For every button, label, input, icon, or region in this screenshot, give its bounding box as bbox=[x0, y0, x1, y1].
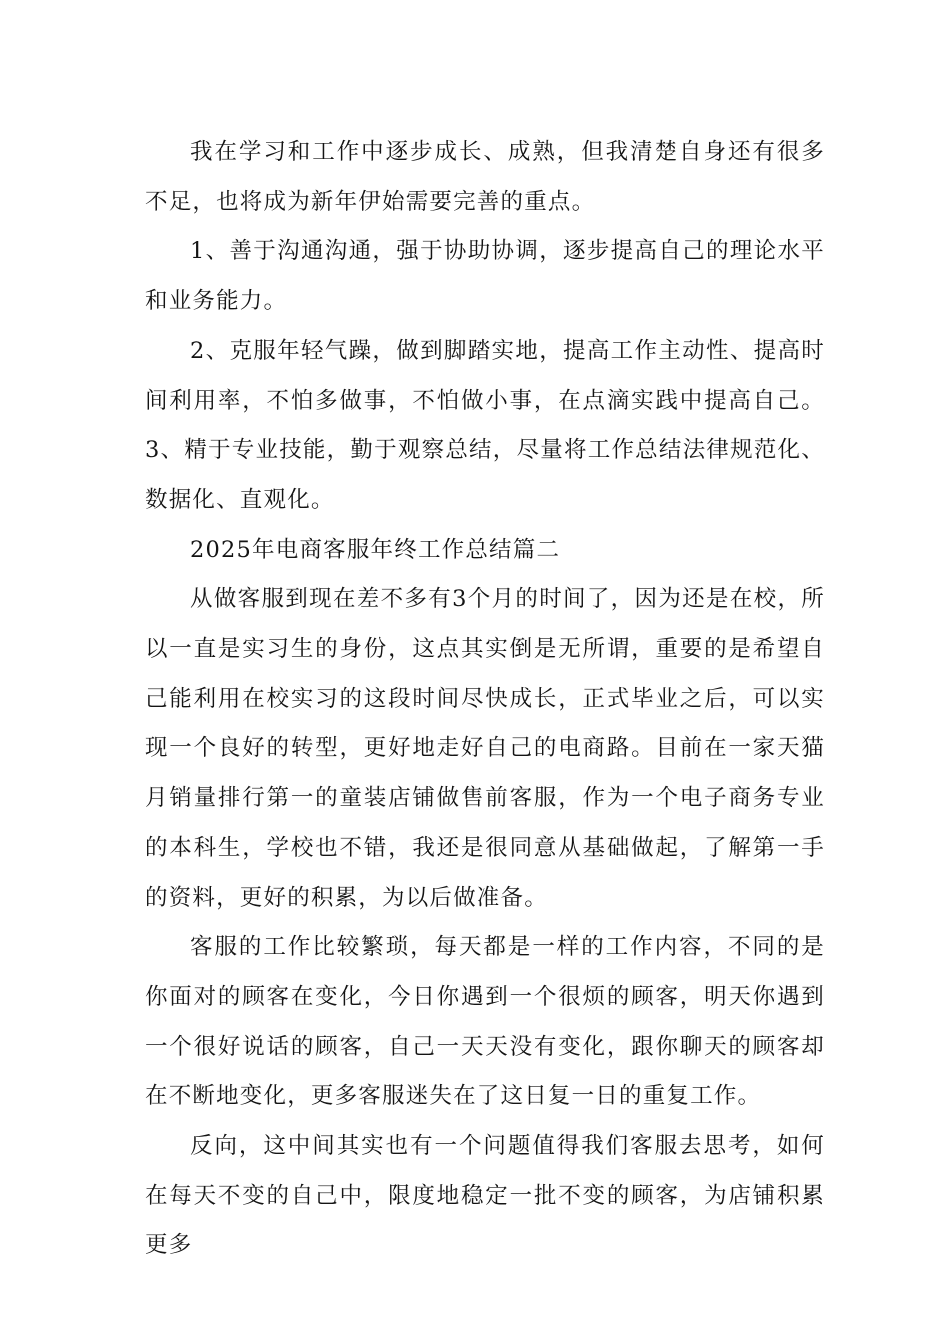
paragraph-4: 从做客服到现在差不多有3个月的时间了，因为还是在校，所以一直是实习生的身份，这点其实倒是无所谓，重要的是希望自己能利用在校实习的这段时间尽快成长，正式毕业之后，可以实现一个良好的转型，更好地走好自己的电商路。目前在一家天猫月销量排行第一的童装店铺做售前客服，作为一个电子商务专业的本科生，学校也不错，我还是很同意从基础做起，了解第一手的资料，更好的积累，为以后做准备。 bbox=[145, 586, 825, 911]
paragraph-3: 2、克服年轻气躁，做到脚踏实地，提高工作主动性、提高时间利用率，不怕多做事，不怕做小事，在点滴实践中提高自己。3、精于专业技能，勤于观察总结，尽量将工作总结法律规范化、数据化、直观化。 bbox=[145, 337, 825, 513]
paragraph-1: 我在学习和工作中逐步成长、成熟，但我清楚自身还有很多不足，也将成为新年伊始需要完善的重点。 bbox=[145, 139, 825, 215]
section-title: 2025年电商客服年终工作总结篇二 bbox=[190, 536, 561, 563]
paragraph-5: 客服的工作比较繁琐，每天都是一样的工作内容，不同的是你面对的顾客在变化，今日你遇到一个很烦的顾客，明天你遇到一个很好说话的顾客，自己一天天没有变化，跟你聊天的顾客却在不断地变化，更多客服迷失在了这日复一日的重复工作。 bbox=[145, 934, 825, 1110]
paragraph-2: 1、善于沟通沟通，强于协助协调，逐步提高自己的理论水平和业务能力。 bbox=[145, 238, 825, 315]
paragraph-6: 反向，这中间其实也有一个问题值得我们客服去思考，如何在每天不变的自己中，限度地稳定一批不变的顾客，为店铺积累更多 bbox=[145, 1133, 825, 1259]
document-body bbox=[145, 128, 825, 1271]
